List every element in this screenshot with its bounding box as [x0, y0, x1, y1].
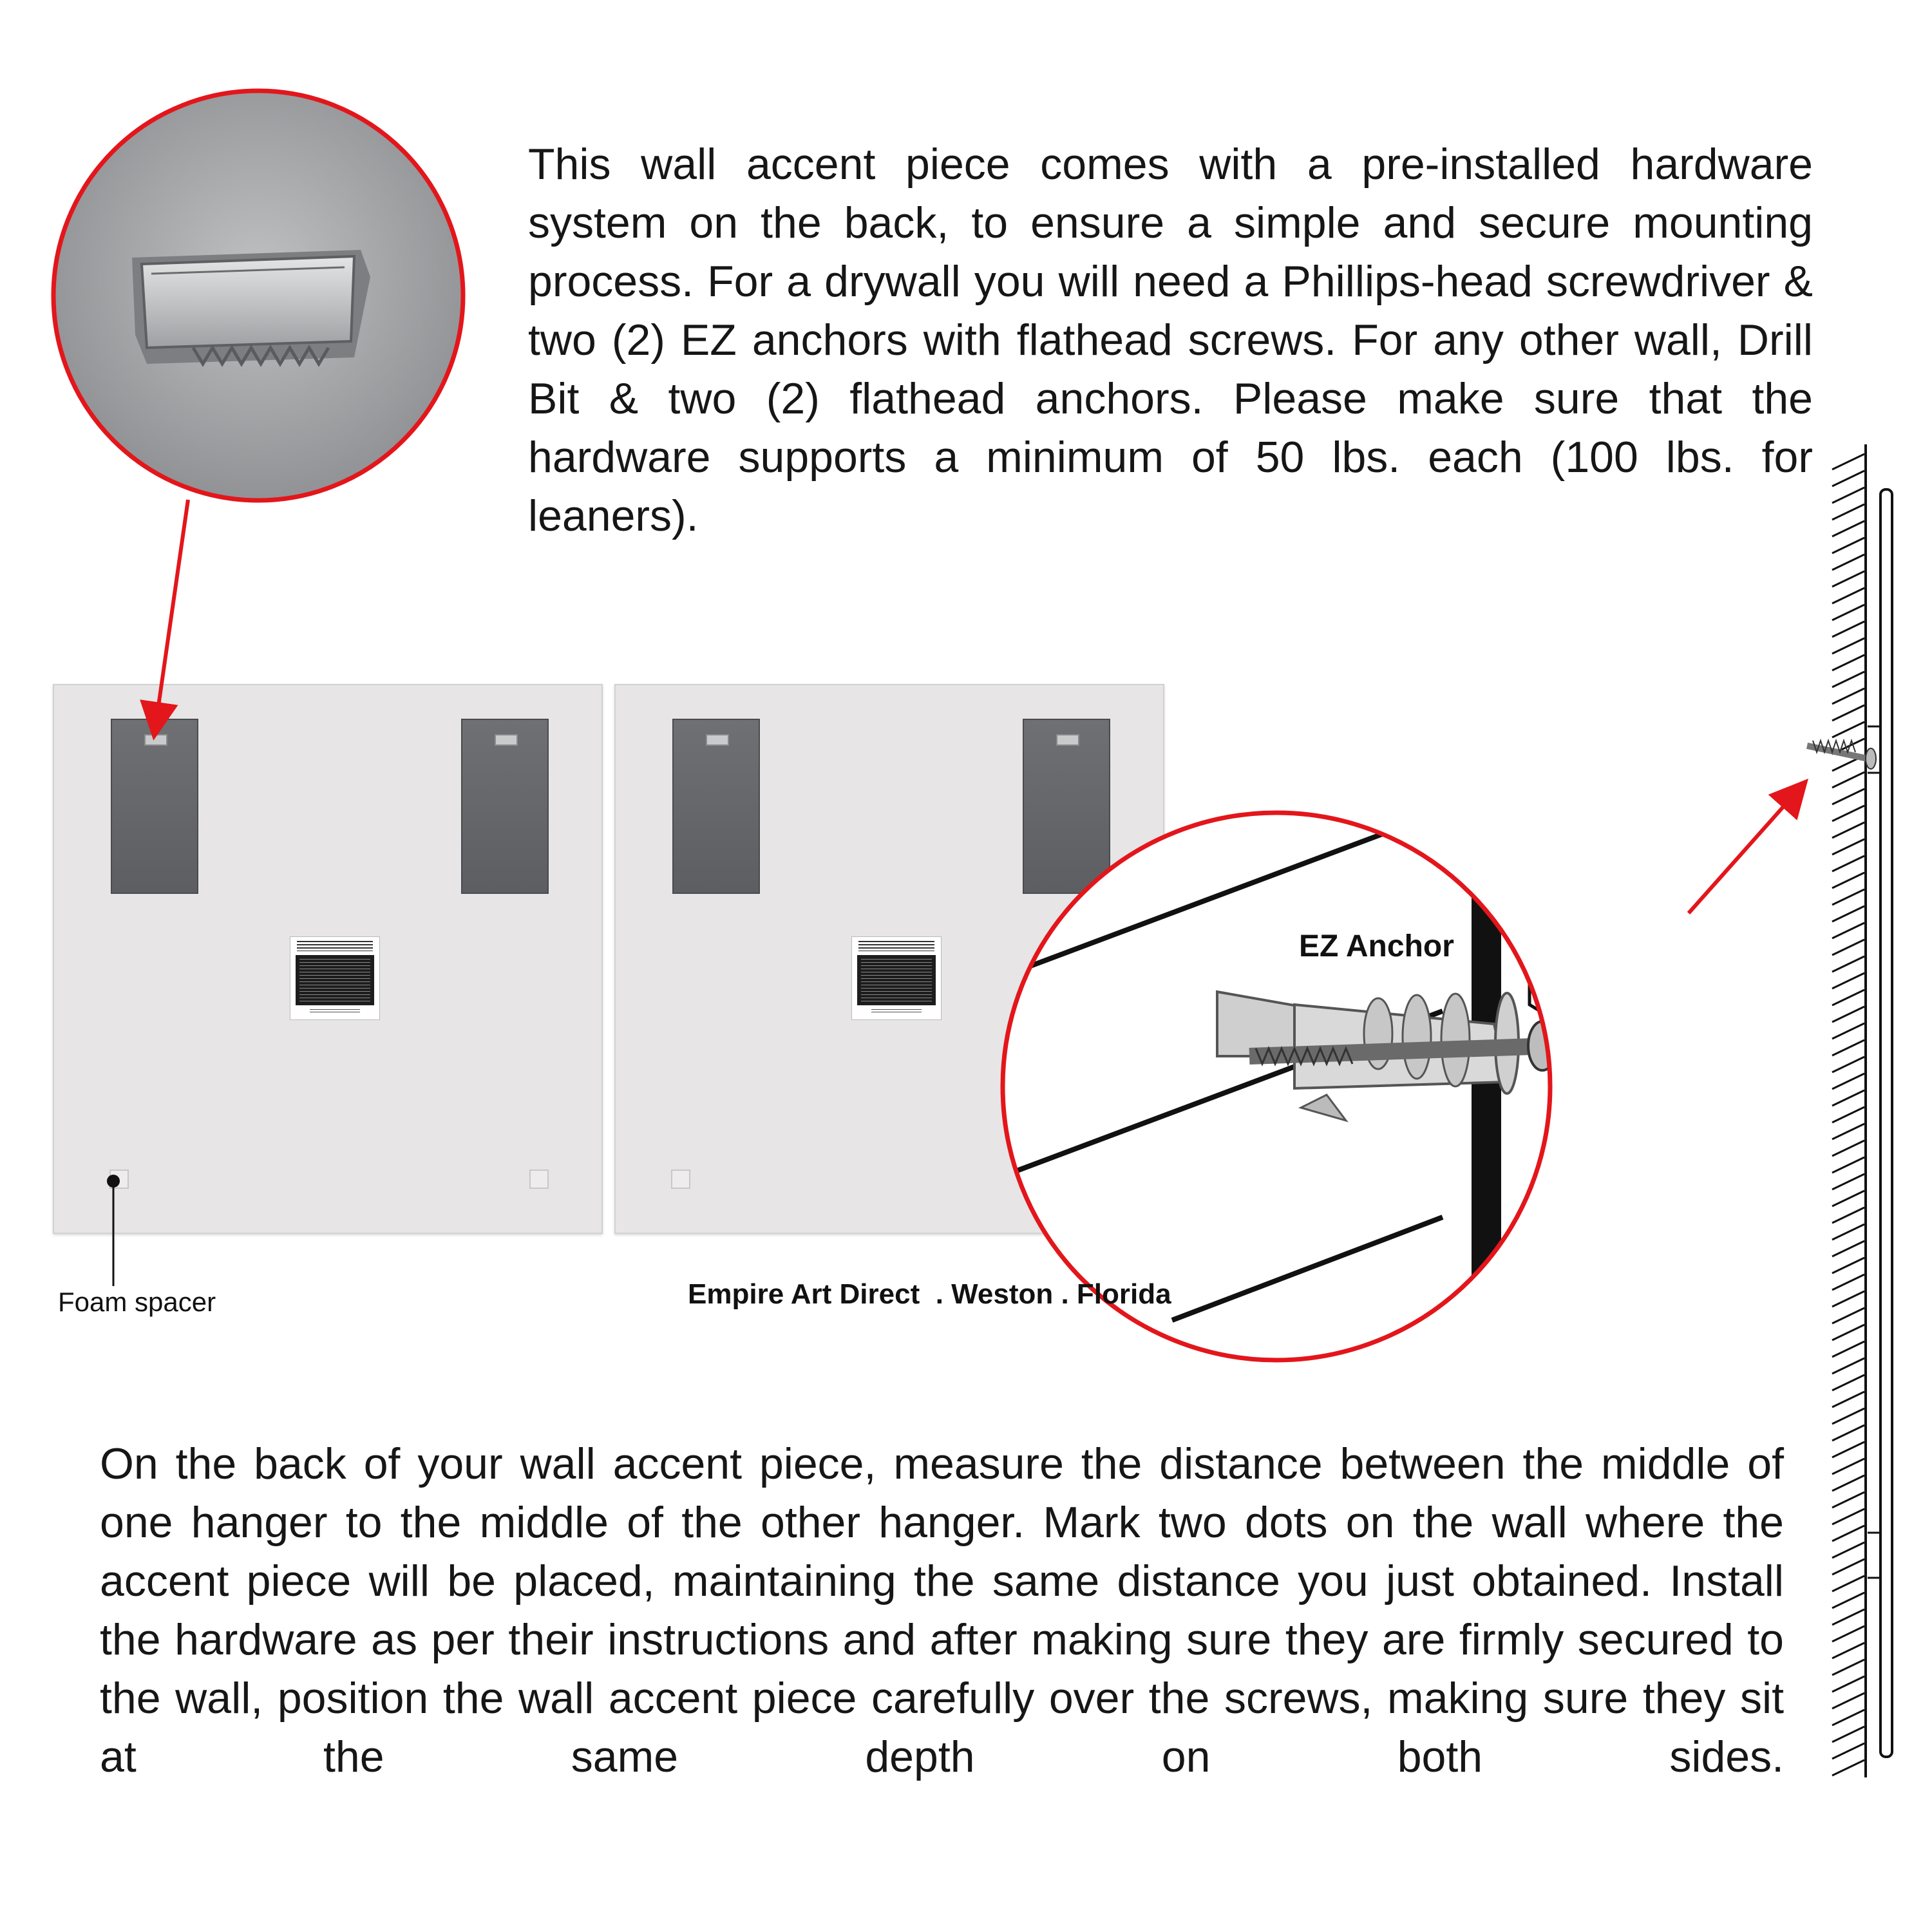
wall-hatch-line [1832, 1559, 1864, 1575]
wall-hatch-line [1832, 1459, 1864, 1474]
wall-hatch-line [1832, 1676, 1864, 1692]
wall-hatch-line [1832, 1492, 1864, 1508]
wall-hatch-line [1832, 1408, 1864, 1424]
wall-hatch-line [1832, 1040, 1864, 1056]
wall-hatch-line [1832, 1375, 1864, 1390]
wall-hatch-line [1832, 454, 1864, 469]
top-instructions: This wall accent piece comes with a pre-installed hardware system on the back, to ensure a simple and secure mounting process. For a drywall you will need a Phillips-head screwdriver & two (2) EZ anchors with flathead screws. For any other wall, Drill Bit & two (2) flathead anchors. Please make sure that the hardware supports a minimum of 50 lbs. each (100 lbs. for leaners). [528, 140, 1813, 540]
wall-hatch-line [1832, 822, 1864, 838]
wall-hatch-line [1832, 1191, 1864, 1206]
wall-hatch-line [1832, 1576, 1864, 1591]
wall-hatch-line [1832, 1425, 1864, 1441]
wall-hatch-line [1832, 1057, 1864, 1072]
wall-hatch-line [1832, 1124, 1864, 1139]
wall-hatch-line [1832, 906, 1864, 922]
brand-credit: Empire Art Direct . Weston . Florida [688, 1278, 1171, 1310]
wall-hatch-line [1832, 1660, 1864, 1675]
wall-hatch-line [1832, 554, 1864, 570]
wall-hatch-line [1832, 806, 1864, 821]
wall-hatch-line [1832, 990, 1864, 1005]
wall-hatch-line [1832, 1743, 1864, 1759]
wall-hatch-line [1832, 1626, 1864, 1642]
wall-hatch-line [1832, 1174, 1864, 1189]
wall-hatch-line [1832, 488, 1864, 503]
wall-hatch-line [1832, 1157, 1864, 1173]
wall-hatch-line [1832, 1593, 1864, 1608]
sawtooth-hanger-closeup [132, 250, 370, 364]
foam-spacer-label: Foam spacer [58, 1287, 216, 1317]
wall-hatch-line [1832, 940, 1864, 955]
wall-hatch-line [1832, 605, 1864, 620]
wall-hatch-line [1832, 1107, 1864, 1122]
wall-side-view [1807, 444, 1892, 1777]
wall-hatch-line [1832, 1141, 1864, 1156]
foam-spacer-leader [107, 1175, 120, 1286]
wall-hatch-line [1832, 856, 1864, 871]
wall-hatch-line [1832, 1609, 1864, 1625]
wall-hatch-line [1832, 1090, 1864, 1106]
wall-hatch-line [1832, 538, 1864, 553]
wall-hatch-line [1832, 1727, 1864, 1742]
wall-hatch-line [1832, 889, 1864, 905]
wall-hatch-line [1832, 1693, 1864, 1709]
anchor-arrow [1689, 784, 1803, 913]
wall-hatch-line [1832, 588, 1864, 603]
wall-hatch-line [1832, 1392, 1864, 1407]
wall-hatch-line [1832, 688, 1864, 704]
wall-hatch-line [1832, 471, 1864, 486]
wall-hatch-line [1832, 621, 1864, 637]
wall-hatch-line [1832, 923, 1864, 938]
wall-hatch-line [1832, 1475, 1864, 1491]
wall-hatch-line [1832, 1760, 1864, 1776]
wall-hatch-line [1832, 1241, 1864, 1256]
wall-hatch-line [1832, 973, 1864, 989]
wall-hatch-line [1832, 1325, 1864, 1340]
wall-hatch-line [1832, 873, 1864, 888]
ez-anchor-label: EZ Anchor [1299, 929, 1454, 963]
wall-hatch-line [1832, 722, 1864, 737]
wall-hatch-line [1832, 1442, 1864, 1457]
wall-hatch-line [1832, 1224, 1864, 1240]
wall-hatch-line [1832, 1308, 1864, 1323]
wall-hatch-line [1832, 1710, 1864, 1725]
wall-hatch-line [1832, 1274, 1864, 1290]
wall-hatch-line [1832, 1526, 1864, 1541]
wall-hatch-line [1832, 772, 1864, 788]
bottom-instructions: On the back of your wall accent piece, measure the distance between the middle of one hanger to the middle of the other hanger. Mark two dots on the wall where the accent piece will be placed, maintaining the same distance you just obtained. Install the hardware as per their instructions and after making sure they are firmly secured to the wall, position the wall accent piece carefully over the screws, making sure they sit at the same depth on both sides. [100, 1439, 1784, 1781]
wall-hatch-line [1832, 839, 1864, 855]
wall-hatch-line [1832, 521, 1864, 536]
hanger-arrow [155, 500, 188, 733]
wall-hatch-line [1832, 1509, 1864, 1524]
wall-hatch-line [1832, 705, 1864, 721]
wall-hatch-line [1832, 1542, 1864, 1558]
wall-hatch-line [1832, 1007, 1864, 1022]
hanger-zoom-circle [53, 91, 463, 500]
wall-hatch-line [1832, 956, 1864, 972]
wall-hatch-line [1832, 789, 1864, 804]
wall-hatch-line [1832, 655, 1864, 670]
wall-hatch-line [1832, 1358, 1864, 1374]
wall-hatch-line [1832, 504, 1864, 520]
wall-hatch-line [1832, 1341, 1864, 1357]
wall-hatch-line [1832, 1074, 1864, 1089]
wall-hatch-line [1832, 672, 1864, 687]
accent-piece-side [1880, 489, 1892, 1757]
wall-hatch-line [1832, 1643, 1864, 1658]
wall-hatch-line [1832, 638, 1864, 654]
wall-hatch-line [1832, 1023, 1864, 1039]
wall-hatch-line [1832, 1258, 1864, 1273]
wall-hatch-line [1832, 1208, 1864, 1223]
wall-hatch-line [1832, 571, 1864, 587]
wall-hatch-line [1832, 1291, 1864, 1307]
